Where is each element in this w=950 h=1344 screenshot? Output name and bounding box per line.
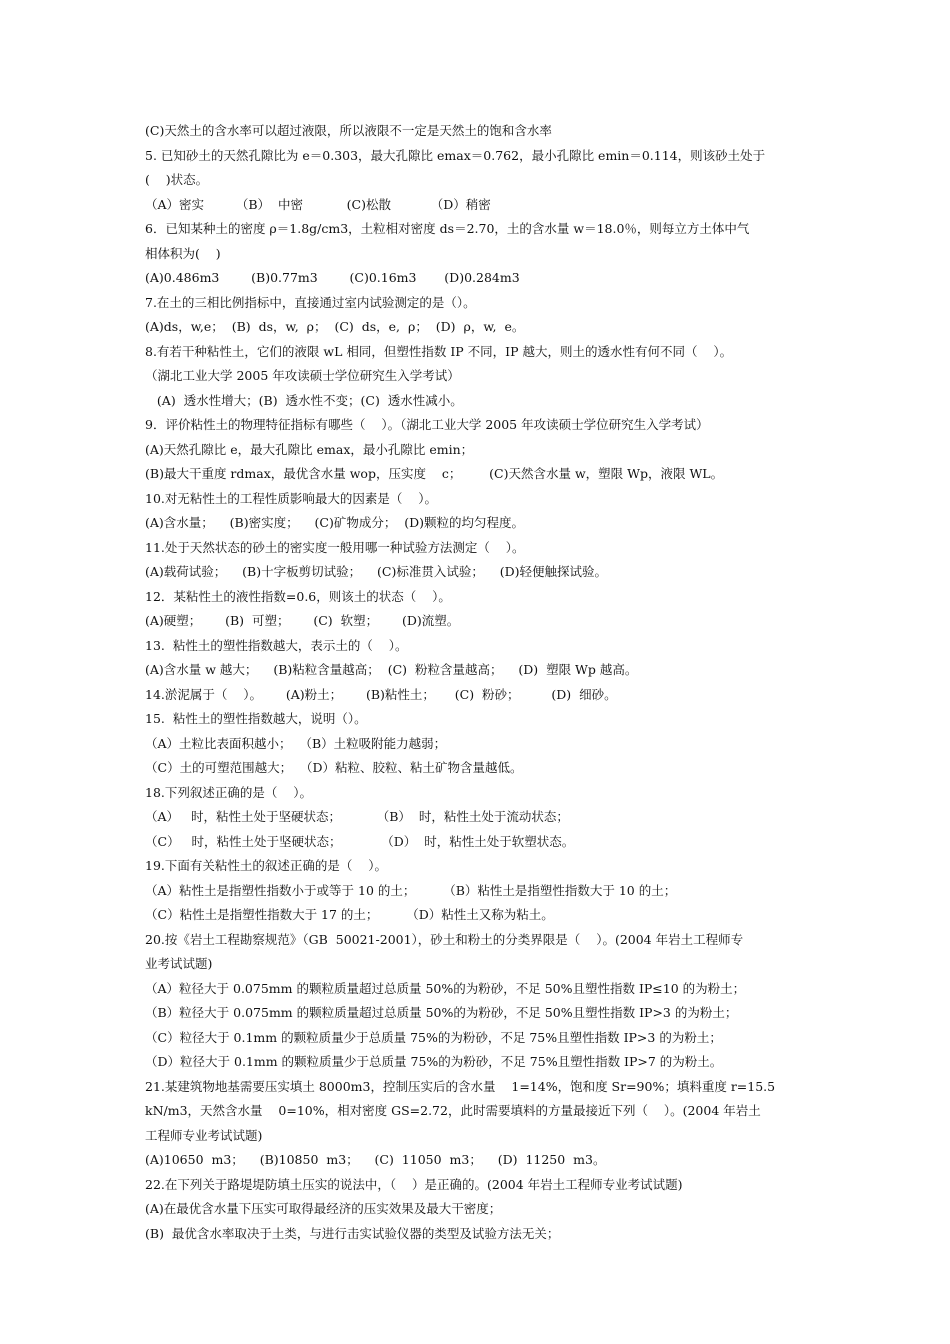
text-line: (A)硬塑； (B) 可塑； (C) 软塑； (D)流塑。 (145, 613, 460, 628)
text-line: (A)0.486m3 (B)0.77m3 (C)0.16m3 (D)0.284m3 (145, 270, 520, 285)
text-line: 19.下面有关粘性土的叙述正确的是（ ）。 (145, 858, 388, 873)
text-line: （A）粘性土是指塑性指数小于或等于 10 的土； （B）粘性土是指塑性指数大于 10 的土； (145, 882, 677, 898)
text-line: 7.在土的三相比例指标中，直接通过室内试验测定的是（）。 (145, 294, 476, 310)
text-line: ( )状态。 (145, 172, 209, 187)
text-line: (A)含水量 w 越大； (B)粘粒含量越高； (C) 粉粒含量越高； (D) 塑限 Wp 越高。 (145, 662, 638, 677)
text-line: (B) 最优含水率取决于土类，与进行击实试验仪器的类型及试验方法无关； (145, 1225, 560, 1241)
text-line: （A）粒径大于 0.075mm 的颗粒质量超过总质量 50%的为粉砂，不足 50%且塑性指数 IP≤10 的为粉土； (145, 980, 746, 996)
text-line: 工程师专业考试试题) (145, 1127, 263, 1143)
text-line: （A）土粒比表面积越小； （B）土粒吸附能力越弱； (145, 735, 447, 751)
text-line: （C） 时，粘性土处于坚硬状态； （D） 时，粘性土处于软塑状态。 (145, 833, 575, 849)
text-line: (C)天然土的含水率可以超过液限，所以液限不一定是天然土的饱和含水率 (145, 123, 552, 138)
text-line: （A） 时，粘性土处于坚硬状态； （B） 时，粘性土处于流动状态； (145, 809, 569, 824)
text-line: 9．评价粘性土的物理特征指标有哪些（ ）。（湖北工业大学 2005 年攻读硕士学位研究生入学考试） (145, 417, 709, 432)
text-line: （C）土的可塑范围越大； （D）粘粒、胶粒、粘土矿物含量越低。 (145, 760, 523, 775)
text-line: 相体积为( ) (145, 245, 221, 261)
text-line: （D）粒径大于 0.1mm 的颗粒质量少于总质量 75%的为粉砂，不足 75%且塑性指数 IP>7 的为粉土。 (145, 1054, 723, 1069)
text-line: (A)在最优含水量下压实可取得最经济的压实效果及最大干密度； (145, 1201, 502, 1216)
text-line: 18.下列叙述正确的是（ ）。 (145, 784, 313, 800)
text-line: (A)10650 m3； (B)10850 m3； (C) 11050 m3； (D) 11250 m3。 (145, 1152, 606, 1167)
text-line: 20.按《岩土工程勘察规范》（GB 50021-2001），砂土和粉土的分类界限是（ ）。(2004 年岩土工程师专 (145, 931, 744, 947)
text-line: （A）密实 （B） 中密 (C)松散 （D）稍密 (145, 196, 491, 212)
text-line: (A)载荷试验； (B)十字板剪切试验； (C)标准贯入试验； (D)轻便触探试验。 (145, 564, 607, 579)
text-line: 5. 已知砂土的天然孔隙比为 e＝0.303，最大孔隙比 emax＝0.762，最小孔隙比 emin＝0.114，则该砂土处于 (145, 147, 766, 163)
text-line: 15. 粘性土的塑性指数越大，说明（）。 (145, 711, 367, 726)
text-line: （C）粒径大于 0.1mm 的颗粒质量少于总质量 75%的为粉砂，不足 75%且塑性指数 IP>3 的为粉土； (145, 1029, 722, 1045)
text-line: 14.淤泥属于（ ）。 (A)粉土； (B)粘性土； (C) 粉砂； (D) 细砂。 (145, 686, 617, 702)
text-line: (A) 透水性增大；(B) 透水性不变；(C) 透水性减小。 (145, 392, 463, 408)
text-line: 6．已知某种土的密度 ρ＝1.8g/cm3，土粒相对密度 ds＝2.70，土的含水量 w＝18.0％，则每立方土体中气 (145, 221, 750, 236)
text-line: 12．某粘性土的液性指数=0.6，则该土的状态（ ）。 (145, 588, 451, 604)
document-body (145, 119, 815, 1246)
text-line: （B）粒径大于 0.075mm 的颗粒质量超过总质量 50%的为粉砂，不足 50%且塑性指数 IP>3 的为粉土； (145, 1005, 738, 1020)
text-line: kN/m3，天然含水量 0=10%，相对密度 GS=2.72，此时需要填料的方量最接近下列（ ）。(2004 年岩土 (145, 1103, 761, 1118)
text-line: （C）粘性土是指塑性指数大于 17 的土； （D）粘性土又称为粘土。 (145, 907, 554, 922)
text-line: 11.处于天然状态的砂土的密实度一般用哪一种试验方法测定（ ）。 (145, 539, 525, 555)
text-line: (A)天然孔隙比 e，最大孔隙比 emax，最小孔隙比 emin； (145, 441, 474, 457)
text-line: 21.某建筑物地基需要压实填土 8000m3，控制压实后的含水量 1=14%，饱和度 Sr=90%；填料重度 r=15.5 (145, 1078, 776, 1094)
text-line: 8.有若干种粘性土，它们的液限 wL 相同，但塑性指数 IP 不同，IP 越大，则土的透水性有何不同（ ）。 (145, 343, 733, 359)
text-line: （湖北工业大学 2005 年攻读硕士学位研究生入学考试） (145, 368, 460, 383)
text-line: 业考试试题) (145, 956, 213, 971)
text-line: (A)含水量； (B)密实度； (C)矿物成分； (D)颗粒的均匀程度。 (145, 515, 525, 530)
text-line: 10.对无粘性土的工程性质影响最大的因素是（ ）。 (145, 490, 438, 506)
text-line: (A)ds，w,e； (B) ds，w, ρ； (C) ds，e, ρ； (D) ρ，w, e。 (145, 319, 525, 334)
text-line: 22.在下列关于路堤堤防填土压实的说法中，（ ）是正确的。(2004 年岩土工程师专业考试试题) (145, 1176, 683, 1192)
text-line: 13. 粘性土的塑性指数越大，表示土的（ ）。 (145, 637, 408, 653)
text-line: (B)最大干重度 rdmax，最优含水量 wop，压实度 c； (C)天然含水量 w，塑限 Wp，液限 WL。 (145, 466, 724, 481)
